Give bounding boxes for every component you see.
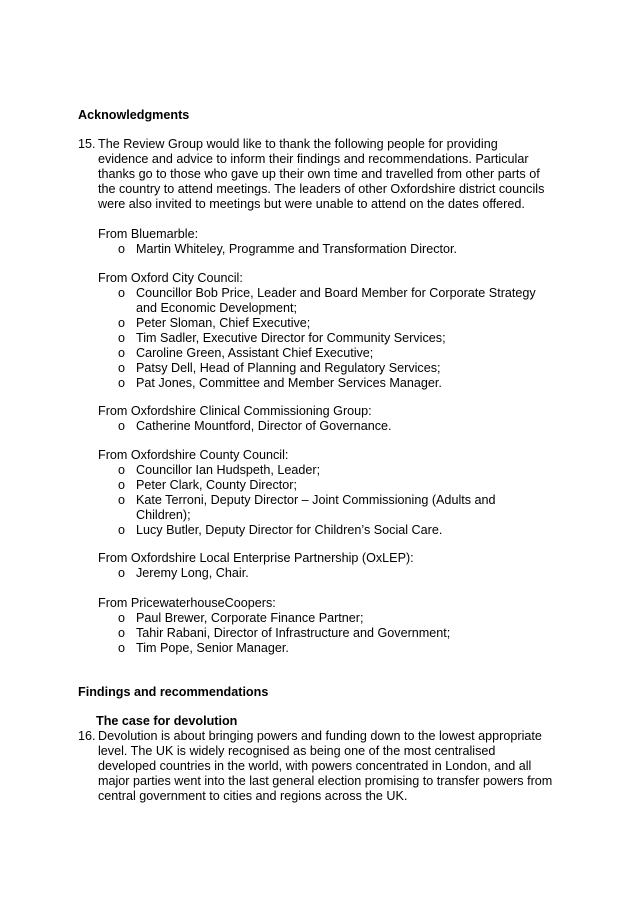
item-text: Councillor Ian Hudspeth, Leader; (136, 463, 321, 477)
list-item (98, 376, 568, 391)
text-line: central government to cities and regions across the UK. (98, 789, 408, 803)
paragraph-text (98, 137, 568, 212)
bullet-marker: o (118, 493, 126, 507)
item-text: Patsy Dell, Head of Planning and Regulatory Services; (136, 361, 441, 375)
paragraph-15 (78, 137, 568, 212)
paragraph-text (98, 729, 568, 804)
item-text: Tim Sadler, Executive Director for Community Services; (136, 331, 446, 345)
bullet-marker: o (118, 566, 126, 580)
group-label-oxlep: From Oxfordshire Local Enterprise Partnership (OxLEP): (98, 551, 414, 565)
item-text: Kate Terroni, Deputy Director – Joint Commissioning (Adults and (136, 493, 496, 507)
findings-heading: Findings and recommendations (78, 685, 269, 699)
list-ccg (98, 419, 568, 434)
bullet-marker: o (118, 626, 126, 640)
item-text: Catherine Mountford, Director of Governance. (136, 419, 392, 433)
item-text: Jeremy Long, Chair. (136, 566, 249, 580)
group-label-pwc: From PricewaterhouseCoopers: (98, 596, 276, 610)
list-item (98, 331, 568, 346)
bullet-marker: o (118, 641, 126, 655)
bullet-marker: o (118, 316, 126, 330)
bullet-marker: o (118, 376, 126, 390)
list-item (98, 419, 568, 434)
list-item (98, 626, 568, 641)
text-line: The Review Group would like to thank the following people for providing (98, 137, 498, 151)
paragraph-number: 15. (78, 137, 96, 151)
bullet-marker: o (118, 611, 126, 625)
list-item (98, 493, 568, 523)
item-text: Councillor Bob Price, Leader and Board Member for Corporate Strategy (136, 286, 536, 300)
group-label-oxford-city: From Oxford City Council: (98, 271, 243, 285)
text-line: the country to attend meetings. The leaders of other Oxfordshire district councils (98, 182, 545, 196)
item-text: and Economic Development; (136, 301, 298, 315)
bullet-marker: o (118, 523, 126, 537)
item-text: Peter Sloman, Chief Executive; (136, 316, 311, 330)
paragraph-number: 16. (78, 729, 96, 743)
text-line: level. The UK is widely recognised as being one of the most centralised (98, 744, 496, 758)
item-text: Caroline Green, Assistant Chief Executive; (136, 346, 374, 360)
item-text: Martin Whiteley, Programme and Transformation Director. (136, 242, 458, 256)
item-text: Children); (136, 508, 191, 522)
bullet-marker: o (118, 346, 126, 360)
list-item (98, 463, 568, 478)
list-item (98, 611, 568, 626)
bullet-marker: o (118, 286, 126, 300)
bullet-marker: o (118, 361, 126, 375)
case-for-devolution-subheading: The case for devolution (96, 714, 238, 728)
item-text: Tim Pope, Senior Manager. (136, 641, 289, 655)
text-line: evidence and advice to inform their findings and recommendations. Particular (98, 152, 529, 166)
list-item (98, 566, 568, 581)
group-label-ccg: From Oxfordshire Clinical Commissioning Group: (98, 404, 372, 418)
text-line: major parties went into the last general election promising to transfer powers from (98, 774, 553, 788)
bullet-marker: o (118, 419, 126, 433)
group-label-county-council: From Oxfordshire County Council: (98, 448, 289, 462)
item-text: Tahir Rabani, Director of Infrastructure and Government; (136, 626, 451, 640)
list-item (98, 286, 568, 316)
list-item (98, 346, 568, 361)
text-line: thanks go to those who gave up their own time and travelled from other parts of (98, 167, 540, 181)
list-item (98, 523, 568, 538)
list-item (98, 242, 568, 257)
list-item (98, 361, 568, 376)
group-label-bluemarble: From Bluemarble: (98, 227, 199, 241)
text-line: developed countries in the world, with powers concentrated in London, and all (98, 759, 532, 773)
list-item (98, 316, 568, 331)
text-line: were also invited to meetings but were unable to attend on the dates offered. (98, 197, 525, 211)
item-text: Paul Brewer, Corporate Finance Partner; (136, 611, 364, 625)
item-text: Peter Clark, County Director; (136, 478, 297, 492)
acknowledgments-heading: Acknowledgments (78, 108, 190, 122)
bullet-marker: o (118, 463, 126, 477)
list-bluemarble (98, 242, 568, 257)
list-county-council (98, 463, 568, 538)
list-oxlep (98, 566, 568, 581)
list-pwc (98, 611, 568, 656)
item-text: Pat Jones, Committee and Member Services Manager. (136, 376, 442, 390)
item-text: Lucy Butler, Deputy Director for Children’s Social Care. (136, 523, 443, 537)
bullet-marker: o (118, 242, 126, 256)
bullet-marker: o (118, 331, 126, 345)
text-line: Devolution is about bringing powers and funding down to the lowest appropriate (98, 729, 542, 743)
list-item (98, 478, 568, 493)
list-item (98, 641, 568, 656)
list-oxford-city (98, 286, 568, 391)
paragraph-16 (78, 729, 568, 804)
bullet-marker: o (118, 478, 126, 492)
